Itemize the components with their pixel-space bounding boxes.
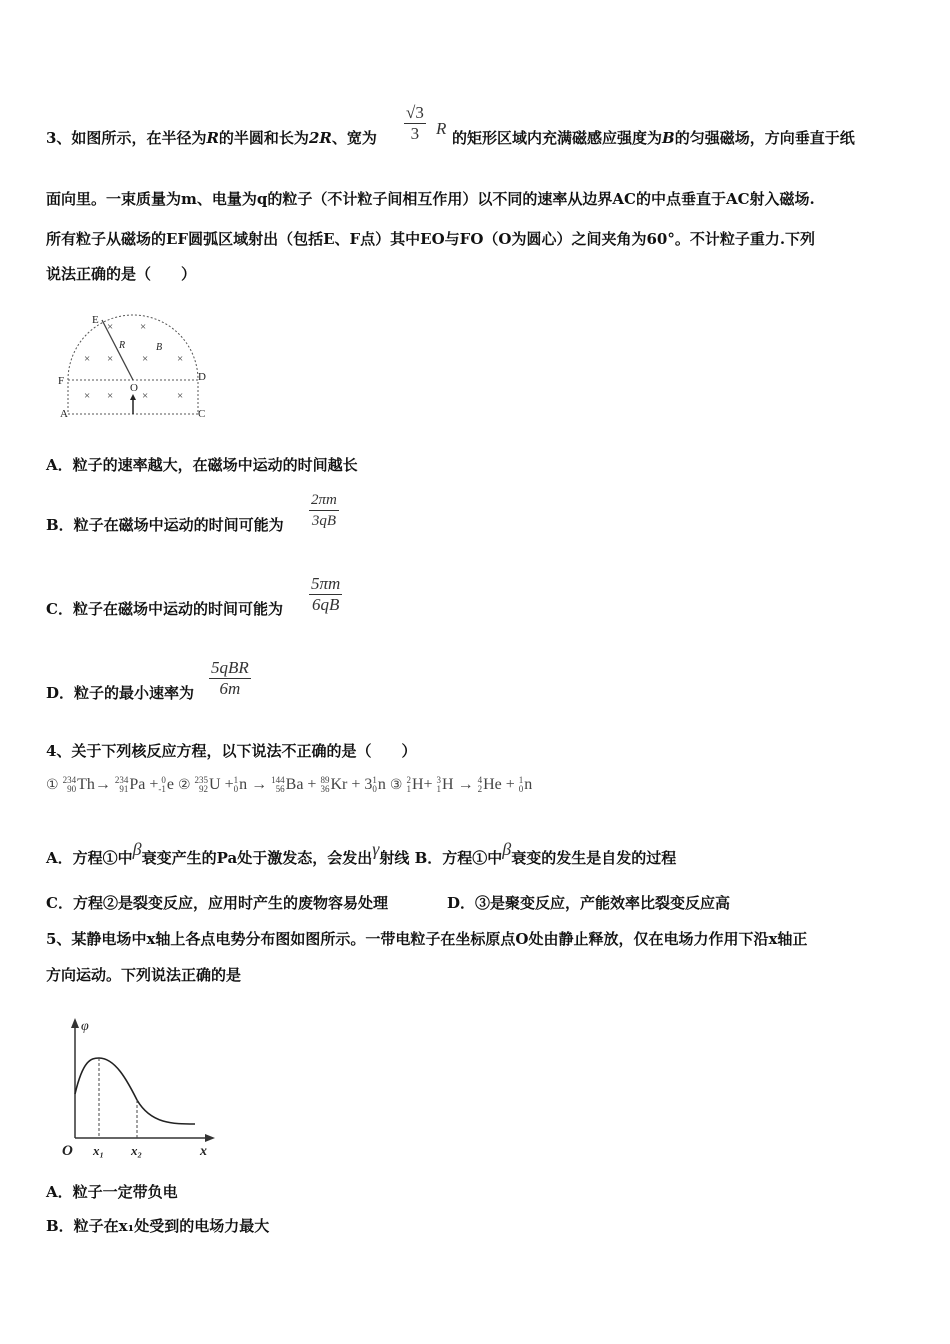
label-phi: φ — [81, 1019, 89, 1034]
q5-potential-graph — [55, 1010, 220, 1162]
q3-line3: 所有粒子从磁场的EF圆弧区域射出（包括E、F点）其中EO与FO（O为圆心）之间夹角为60°。不计粒子重力.下列 — [46, 230, 816, 248]
ba-scripts: 144 56 — [271, 775, 285, 795]
symbol-gamma: γ — [372, 839, 380, 859]
label-x: x — [200, 1144, 207, 1159]
q4-option-d: D．③是聚变反应，产能效率比裂变反应高 — [447, 894, 731, 912]
plus: + — [505, 776, 515, 793]
h3-scripts: 3 1 — [436, 775, 442, 795]
q3-text: 的半圆和长为 — [218, 129, 309, 147]
q3-width-fraction — [404, 103, 426, 144]
fraction-denominator: 3 — [410, 124, 420, 143]
cross: × — [142, 353, 149, 365]
e-scripts: 0 -1 — [158, 775, 166, 795]
fraction-numerator: 2πm — [309, 490, 339, 511]
nuclide-u: U — [209, 776, 221, 793]
q5-line1: 5、某静电场中x轴上各点电势分布图如图所示。一带电粒子在坐标原点O处由静止释放，仅在电场力作用下沿x轴正 — [46, 930, 808, 948]
label-R: R — [119, 340, 126, 351]
q4-option-a-cont: 衰变产生的Pa处于激发态，会发出 — [141, 849, 373, 867]
q3-magnetic-field-figure — [52, 310, 212, 422]
fraction-denominator: 3qB — [311, 513, 337, 529]
semicircle-boundary — [68, 315, 198, 380]
arrow-head — [130, 394, 136, 400]
q4-equations — [46, 776, 532, 794]
particle-n: n — [377, 776, 386, 793]
q3-text: 的匀强磁场，方向垂直于纸 — [674, 129, 855, 147]
cross: × — [177, 353, 184, 365]
fraction-numerator: √3 — [406, 103, 424, 122]
q3-line1-cont — [452, 128, 855, 148]
q3-var-R: R — [206, 129, 219, 147]
nuclide-th: Th — [77, 776, 95, 793]
q3-text: 、宽为 — [331, 129, 377, 147]
q3-line1 — [46, 128, 377, 148]
label-A: A — [60, 408, 68, 420]
q5-line2: 方向运动。下列说法正确的是 — [46, 966, 242, 984]
q3-option-d-fraction — [209, 658, 251, 699]
y-axis-arrow — [71, 1018, 79, 1028]
q3-width-R: R — [436, 119, 447, 138]
q5-option-a: A．粒子一定带负电 — [46, 1183, 178, 1201]
label-D: D — [198, 371, 206, 383]
h2-scripts: 2 1 — [406, 775, 411, 795]
cross: × — [140, 321, 147, 333]
nuclide-pa: Pa — [129, 776, 146, 793]
label-O: O — [130, 382, 138, 394]
label-C: C — [198, 408, 206, 420]
q3-option-d: D．粒子的最小速率为 — [46, 684, 195, 702]
kr-scripts: 89 36 — [320, 775, 330, 795]
q3-option-c-fraction — [309, 574, 342, 615]
plus: + — [149, 776, 159, 793]
label-origin: O — [62, 1143, 73, 1159]
q3-option-b: B．粒子在磁场中运动的时间可能为 — [46, 516, 284, 534]
nuclide-ba: Ba — [285, 776, 304, 793]
particle-n: n — [524, 776, 533, 793]
q3-line2: 面向里。一束质量为m、电量为q的粒子（不计粒子间相互作用）以不同的速率从边界AC的中点垂直于AC射入磁场. — [46, 190, 815, 208]
particle-n: n — [239, 776, 248, 793]
th-scripts: 234 90 — [62, 775, 77, 795]
fraction-numerator: 5qBR — [211, 658, 249, 677]
x-axis-arrow — [205, 1134, 215, 1142]
he-scripts: 4 2 — [477, 775, 483, 795]
nuclide-h: H — [442, 776, 454, 793]
q4-option-a-end: 射线 — [379, 849, 410, 867]
cross: × — [107, 353, 114, 365]
cross: × — [107, 390, 114, 402]
q3-line4: 说法正确的是（ ） — [46, 265, 197, 283]
cross: × — [107, 321, 114, 333]
nuclide-kr: Kr — [330, 776, 348, 793]
cross: × — [142, 390, 149, 402]
n2-scripts: 1 0 — [372, 775, 377, 795]
q3-var-2R: 2R — [308, 129, 332, 147]
symbol-beta: β — [502, 839, 512, 859]
q4-option-a: A．方程①中 — [46, 849, 133, 867]
q5-option-b: B．粒子在x₁处受到的电场力最大 — [46, 1217, 270, 1235]
q3-option-a: A．粒子的速率越大，在磁场中运动的时间越长 — [46, 456, 358, 474]
n3-scripts: 1 0 — [518, 775, 524, 795]
coefficient: 3 — [364, 776, 373, 793]
u-scripts: 235 92 — [194, 775, 209, 795]
arrow: → — [457, 776, 474, 793]
q3-var-B: B — [662, 129, 675, 147]
circled-2: ② — [177, 777, 191, 793]
nuclide-he: He — [483, 776, 502, 793]
q3-text: 的矩形区域内充满磁感应强度为 — [452, 129, 663, 147]
pa-scripts: 234 91 — [114, 775, 129, 795]
particle-e: e — [166, 776, 174, 793]
cross: × — [84, 353, 91, 365]
plus: + — [423, 776, 433, 793]
q4-option-b-cont: 衰变的发生是自发的过程 — [511, 849, 677, 867]
q3-option-b-fraction — [309, 490, 339, 531]
arrow: → — [94, 776, 111, 793]
cross: × — [84, 390, 91, 402]
plus: + — [307, 776, 317, 793]
q3-text: 3、如图所示，在半径为 — [46, 129, 207, 147]
q4-option-b: B．方程①中 — [414, 849, 503, 867]
label-x2: x₂ — [131, 1143, 143, 1158]
label-F: F — [58, 375, 65, 387]
fraction-denominator: 6qB — [311, 595, 340, 614]
nuclide-h: H — [411, 776, 424, 793]
fraction-denominator: 6m — [219, 679, 241, 698]
arrow: → — [251, 776, 268, 793]
label-B: B — [156, 342, 163, 353]
q4-options-ab — [46, 839, 677, 868]
q4-option-c: C．方程②是裂变反应，应用时产生的废物容易处理 — [46, 894, 388, 912]
q3-option-c: C．粒子在磁场中运动的时间可能为 — [46, 600, 283, 618]
plus: + — [351, 776, 361, 793]
symbol-beta: β — [132, 839, 142, 859]
circled-1: ① — [46, 777, 59, 793]
plus: + — [224, 776, 234, 793]
potential-curve — [75, 1058, 195, 1124]
fraction-numerator: 5πm — [311, 574, 341, 593]
label-x1: x₁ — [93, 1143, 105, 1158]
cross: × — [177, 390, 184, 402]
label-E: E — [92, 314, 99, 326]
q4-stem: 4、关于下列核反应方程，以下说法不正确的是（ ） — [46, 742, 417, 760]
circled-3: ③ — [389, 777, 403, 793]
n-scripts: 1 0 — [233, 775, 239, 795]
